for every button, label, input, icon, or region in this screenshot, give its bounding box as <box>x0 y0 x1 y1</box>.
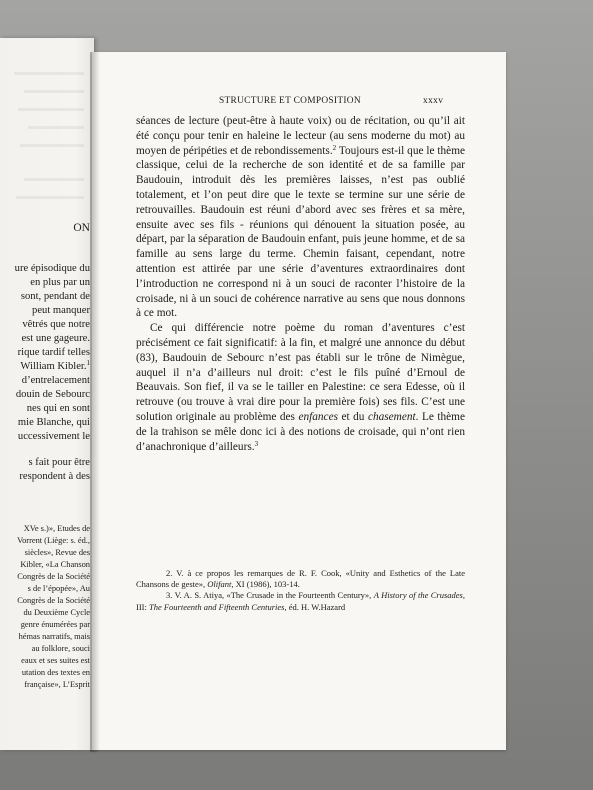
left-note-line: eaux et ses suites est <box>21 656 90 665</box>
left-note-line: hémas narratifs, mais <box>18 632 90 641</box>
footnote: 2. V. à ce propos les remarques de R. F. Cook, «Unity and Esthetics of the Late Chansons de geste», Olifant, XI (1986), 103-14. <box>136 568 465 590</box>
left-body-line: mie Blanche, qui <box>17 417 90 428</box>
footnotes <box>136 568 465 613</box>
left-body-line: en plus par un <box>30 277 90 288</box>
body-text <box>136 114 465 454</box>
bleed-through <box>28 126 84 129</box>
bleed-through <box>20 144 84 147</box>
left-body-line: uccessivement le <box>17 431 90 442</box>
left-body-line: peut manquer <box>32 305 90 316</box>
left-body-line: rique tardif telles <box>17 347 90 358</box>
left-body-line: douin de Sebourc <box>15 389 90 400</box>
page-number: xxxv <box>423 96 444 106</box>
left-note-line: Vorrent (Liège: s. éd., <box>17 536 90 545</box>
left-body-line: nes qui en sont <box>26 403 90 414</box>
bleed-through <box>14 72 84 75</box>
left-body-line: d’entrelacement <box>21 375 90 386</box>
bleed-through <box>24 90 84 93</box>
left-body-line: est une gageure. <box>21 333 90 344</box>
bleed-through <box>18 108 84 111</box>
left-body-line: respondent à des <box>19 471 90 482</box>
bleed-through <box>16 196 84 199</box>
left-body-line: William Kibler.$^1$ <box>20 359 90 372</box>
left-note-line: siècles», Revue des <box>24 548 90 557</box>
left-note-line: s de l’épopée», Au <box>27 584 90 593</box>
bleed-through <box>24 178 84 181</box>
left-body-line: ure épisodique du <box>14 263 90 274</box>
left-note-line: du Deuxième Cycle <box>23 608 90 617</box>
gutter-shadow <box>90 52 100 752</box>
left-note-line: XVe s.)», Etudes de <box>23 524 90 533</box>
left-note-line: Congrès de la Société <box>17 572 90 581</box>
paragraph: Ce qui différencie notre poème du roman d’aventures c’est précisément ce fait significatif: à la fin, et malgré une annonce du début (83), Baudouin de Sebourc n’est pas établi sur le trône de Nimègue, auquel il n’a d’ailleurs nul droit: c’est le fils puîné d’Ernoul de Beauvais. Son fief, il va se le tailler en Palestine: ce sera Edesse, où il retrouve (ou trouve à vrai dire pour la première fois) ses fils. C’est une solution originale au problème des enfances et du chasement. Le thème de la trahison se mêle donc ici à des notions de croisade, qui n’ont rien d’anachronique d’ailleurs.$^3$ <box>136 322 465 453</box>
left-note-line: utation des textes en <box>21 668 90 677</box>
left-note-line: au folklore, souci <box>31 644 90 653</box>
left-note-line: Congrès de la Société <box>17 596 90 605</box>
left-body-line: sont, pendant de <box>20 291 90 302</box>
left-note-line: Kibler, «La Chanson <box>20 560 90 569</box>
left-body-line: vêtrés que notre <box>22 319 90 330</box>
left-page <box>0 38 94 750</box>
left-body-line: s fait pour être <box>28 457 90 468</box>
left-page-heading: ON <box>73 222 90 234</box>
footnote-ref: 2 <box>332 143 337 152</box>
footnote: 3. V. A. S. Atiya, «The Crusade in the Fourteenth Century», A History of the Crusades, III: The Fourteenth and Fifteenth Centuries, éd. H. W.Hazard <box>136 590 465 612</box>
paragraph: séances de lecture (peut-être à haute voix) ou de récitation, ou qu’il ait été conçu pour tenir en haleine le lecteur (au sens moderne du mot) au moyen de péripéties et de rebondissements.$^2$ Toujours est-il que le thème classique, celui de la recherche de son identité et de sa famille par Baudouin, introduit dès les premières laisses, n’est pas oublié totalement, et l’on peut dire que le texte se termine sur une série de retrouvailles. Baudouin est réuni d’abord avec ses frères et sa mère, ensuite avec ses fils - réunions qui dénouent la situation posée, au départ, par la séparation de Baudouin enfant, puis jeune homme, et de sa famille au sens large du terme. Chemin faisant, cependant, notre attention est attirée par une série d’aventures extraordinaires dont l’introduction ne correspond ni à un souci de raconter l’histoire de la croisade, ni à un souci de cohérence narrative au sens que nous donnons à ce mot. <box>136 115 465 320</box>
left-note-line: française», L’Esprit <box>24 680 90 689</box>
left-note-line: genre énumérées par <box>20 620 90 629</box>
footnote-ref: 3 <box>254 439 259 448</box>
running-head-title: STRUCTURE ET COMPOSITION <box>219 96 361 106</box>
